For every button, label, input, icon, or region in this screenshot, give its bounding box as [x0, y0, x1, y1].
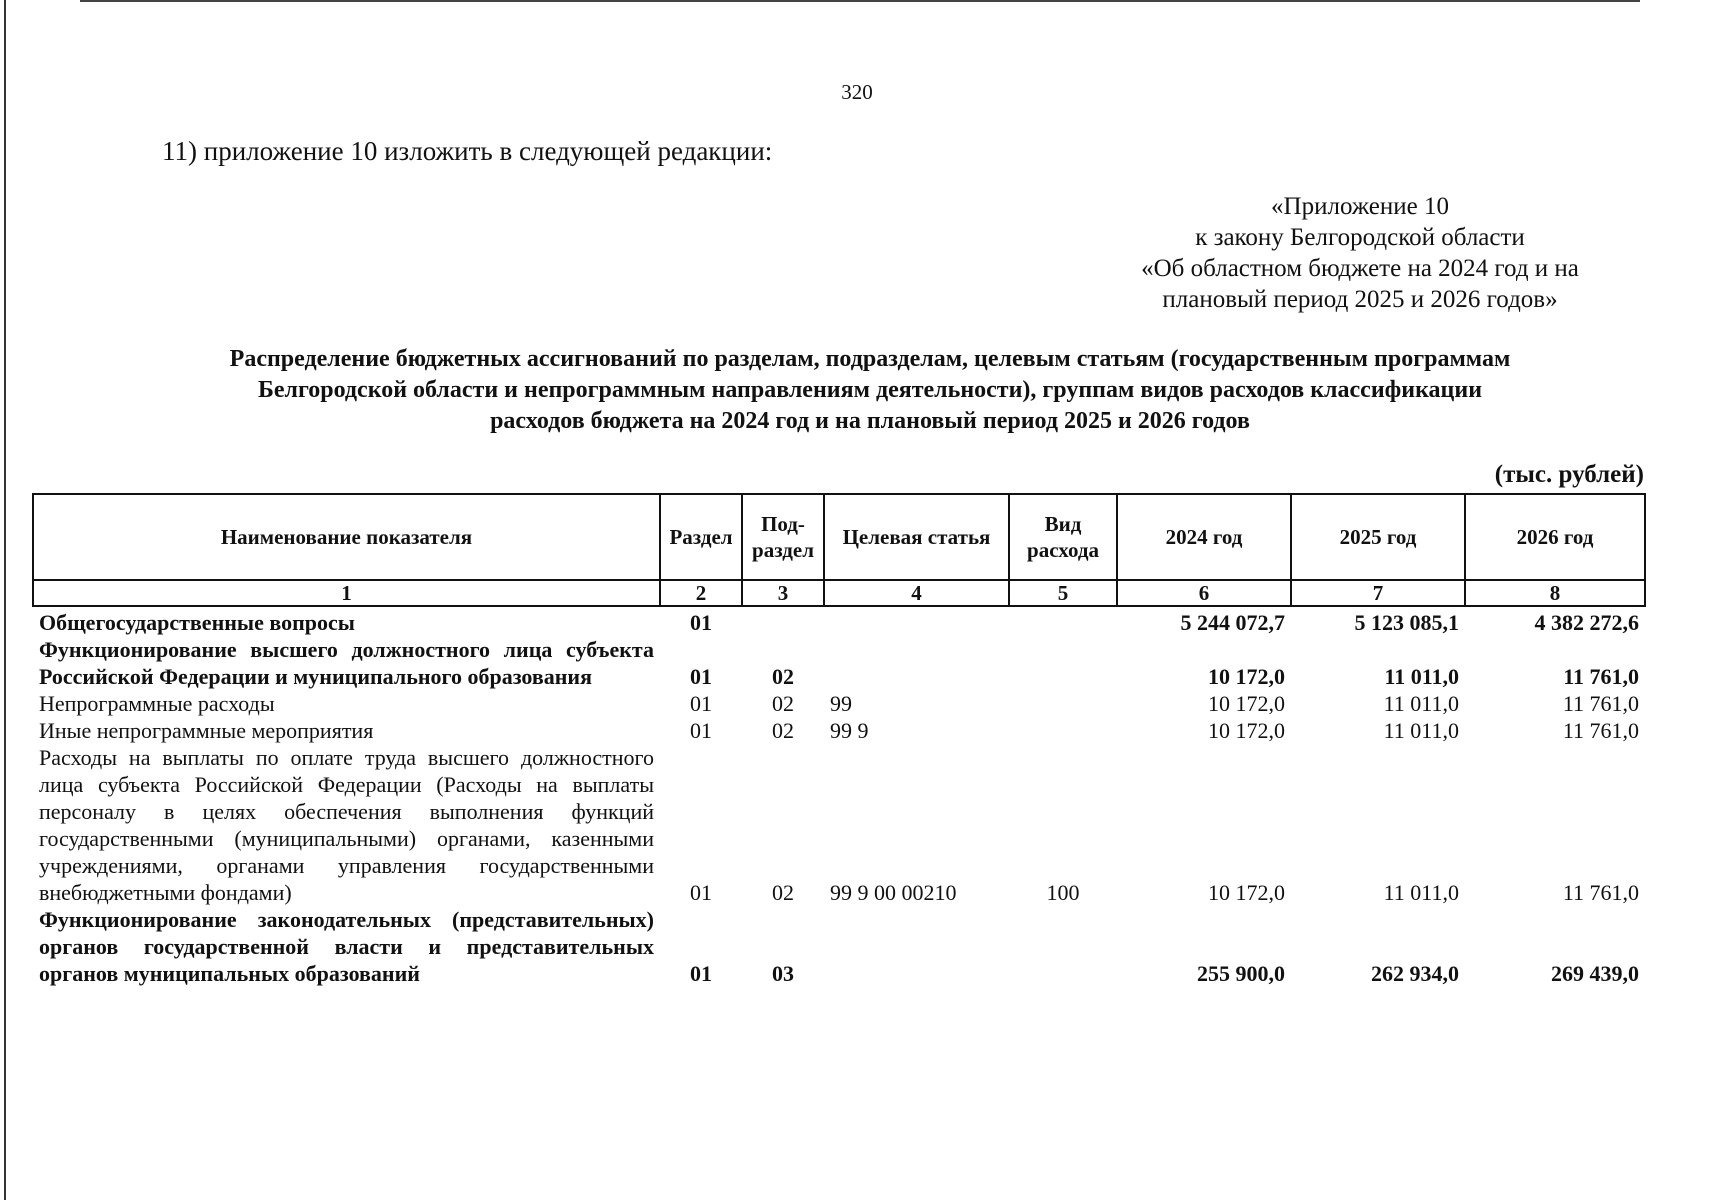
row-2024: 10 172,0: [1208, 664, 1285, 689]
row-2026: 11 761,0: [1562, 880, 1639, 905]
header-2025: 2025 год: [1291, 494, 1465, 580]
row-vid: [1009, 636, 1117, 690]
row-statya: 99: [830, 691, 852, 716]
appendix-header-line: плановый период 2025 и 2026 годов»: [1162, 286, 1558, 313]
column-number: 8: [1465, 580, 1645, 606]
row-podrazdel: 02: [772, 664, 794, 689]
document-title: [100, 344, 1640, 437]
header-vid: Вид расхода: [1009, 494, 1117, 580]
row-2025: 5 123 085,1: [1354, 610, 1459, 635]
table-row: [33, 906, 1645, 987]
row-statya: [824, 636, 1009, 690]
row-name: Функционирование высшего должностного лица субъекта Российской Федерации и муниципального образования: [39, 637, 654, 689]
table-row: [33, 717, 1645, 744]
table-header-row: [33, 494, 1645, 580]
document-title-line: расходов бюджета на 2024 год и на плановый период 2025 и 2026 годов: [490, 408, 1250, 434]
document-title-line: Распределение бюджетных ассигнований по разделам, подразделам, целевым статьям (государственным программам: [229, 346, 1511, 372]
units-label: (тыс. рублей): [1494, 461, 1644, 488]
column-number: 6: [1117, 580, 1291, 606]
appendix-header-line: «Об областном бюджете на 2024 год и на: [1141, 255, 1579, 282]
row-name: Функционирование законодательных (представительных) органов государственной власти и представительных органов муниципальных образований: [39, 907, 654, 986]
row-razdel: 01: [690, 691, 712, 716]
row-2024: 10 172,0: [1208, 718, 1285, 743]
row-2024: 10 172,0: [1208, 691, 1285, 716]
table-row: [33, 606, 1645, 636]
row-podrazdel: 02: [772, 718, 794, 743]
row-name: Иные непрограммные мероприятия: [39, 718, 374, 743]
row-vid: [1009, 906, 1117, 987]
table-row: [33, 744, 1645, 906]
column-number: 5: [1009, 580, 1117, 606]
row-vid: [1009, 717, 1117, 744]
row-2025: 11 011,0: [1383, 880, 1459, 905]
row-statya: 99 9: [830, 718, 869, 743]
row-vid: 100: [1046, 880, 1080, 905]
column-number: 7: [1291, 580, 1465, 606]
row-razdel: 01: [690, 880, 712, 905]
row-2026: 11 761,0: [1563, 664, 1639, 689]
row-2026: 4 382 272,6: [1534, 610, 1639, 635]
row-vid: [1009, 606, 1117, 636]
header-razdel: Раздел: [660, 494, 742, 580]
header-2024: 2024 год: [1117, 494, 1291, 580]
row-2025: 11 011,0: [1383, 691, 1459, 716]
row-razdel: 01: [690, 961, 712, 986]
row-razdel: 01: [690, 610, 712, 635]
column-number: 2: [660, 580, 742, 606]
appendix-header-line: «Приложение 10: [1271, 193, 1449, 220]
column-number-row: [33, 580, 1645, 606]
header-2026: 2026 год: [1465, 494, 1645, 580]
row-podrazdel: 02: [772, 880, 794, 905]
appendix-header-line: к закону Белгородской области: [1195, 224, 1525, 251]
row-2025: 11 011,0: [1384, 664, 1459, 689]
intro-text: 11) приложение 10 изложить в следующей редакции:: [162, 136, 773, 166]
header-name: Наименование показателя: [33, 494, 660, 580]
header-statya: Целевая статья: [824, 494, 1009, 580]
column-number: 4: [824, 580, 1009, 606]
row-2024: 255 900,0: [1197, 961, 1285, 986]
document-title-line: Белгородской области и непрограммным направлениям деятельности), группам видов расходов классификации: [257, 377, 1483, 403]
row-2026: 269 439,0: [1551, 961, 1639, 986]
page-number: 320: [841, 80, 873, 104]
table-row: [33, 636, 1645, 690]
row-name: Общегосударственные вопросы: [39, 610, 355, 635]
row-2025: 262 934,0: [1371, 961, 1459, 986]
row-2024: 5 244 072,7: [1180, 610, 1285, 635]
row-name: Непрограммные расходы: [39, 691, 275, 716]
left-margin-rule: [4, 0, 6, 1200]
row-2024: 10 172,0: [1208, 880, 1285, 905]
row-statya: [824, 606, 1009, 636]
row-razdel: 01: [690, 664, 712, 689]
row-razdel: 01: [690, 718, 712, 743]
row-statya: 99 9 00 00210: [830, 880, 957, 905]
column-number: 1: [33, 580, 660, 606]
row-2025: 11 011,0: [1383, 718, 1459, 743]
row-2026: 11 761,0: [1562, 691, 1639, 716]
budget-table: [32, 493, 1646, 987]
top-rule: [80, 0, 1640, 2]
table-row: [33, 690, 1645, 717]
row-podrazdel: 02: [772, 691, 794, 716]
row-vid: [1009, 690, 1117, 717]
row-podrazdel: 03: [772, 961, 794, 986]
column-number: 3: [742, 580, 824, 606]
row-statya: [824, 906, 1009, 987]
appendix-header: [1100, 191, 1620, 315]
row-name: Расходы на выплаты по оплате труда высшего должностного лица субъекта Российской Федерации (Расходы на выплаты персоналу в целях обеспечения выполнения функций государственными (муниципальными) органами, казенными учреждениями, органами управления государственными внебюджетными фондами): [39, 745, 654, 905]
row-2026: 11 761,0: [1562, 718, 1639, 743]
header-podrazdel: Под-раздел: [742, 494, 824, 580]
row-podrazdel: [742, 606, 824, 636]
